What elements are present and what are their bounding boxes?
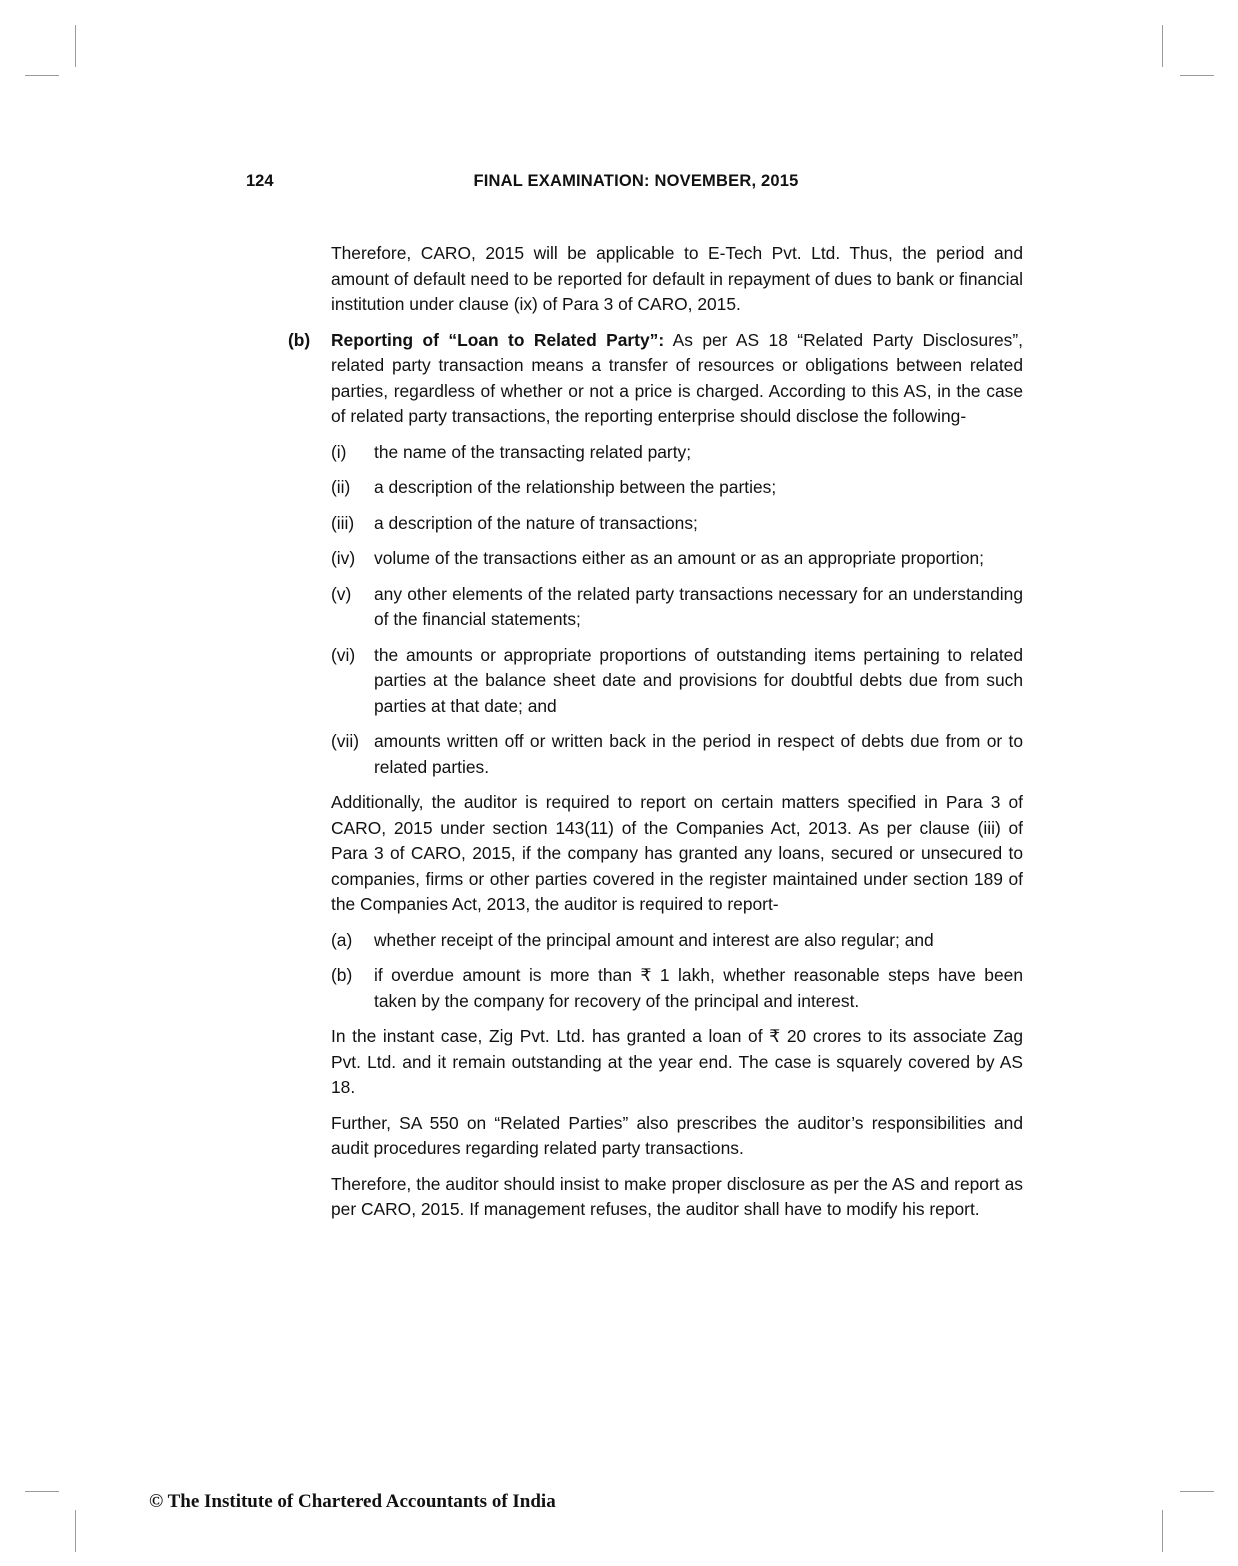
disclosure-item <box>331 643 1023 720</box>
crop-mark <box>25 1491 59 1492</box>
crop-mark <box>75 25 76 67</box>
disclosure-item <box>331 582 1023 633</box>
disclosure-item <box>331 511 1023 537</box>
section-label: (b) <box>288 329 311 350</box>
crop-mark <box>1180 1491 1214 1492</box>
page-title: FINAL EXAMINATION: NOVEMBER, 2015 <box>473 172 799 190</box>
report-label: (a) <box>331 929 353 950</box>
page-header <box>246 172 1026 194</box>
report-text: if overdue amount is more than ₹ 1 lakh, whether reasonable steps have been taken by the company for recovery of the principal and interest. <box>374 965 1023 1011</box>
section-heading: Reporting of “Loan to Related Party”: <box>331 329 665 350</box>
disclosure-label: (iv) <box>331 548 356 568</box>
disclosure-text: the name of the transacting related party; <box>374 441 692 462</box>
crop-mark <box>75 1510 76 1552</box>
disclosure-text: a description of the nature of transactions; <box>374 512 698 533</box>
disclosure-label: (iii) <box>331 512 355 533</box>
disclosure-text: any other elements of the related party transactions necessary for an understanding of the financial statements; <box>374 583 1023 629</box>
intro-paragraph: Therefore, CARO, 2015 will be applicable to E-Tech Pvt. Ltd. Thus, the period and amount of default need to be reported for default in repayment of dues to bank or financial institution under clause (ix) of Para 3 of CARO, 2015. <box>331 243 1023 314</box>
crop-mark <box>1162 1510 1163 1552</box>
disclosure-text: amounts written off or written back in the period in respect of debts due from or to related parties. <box>374 731 1023 777</box>
disclosure-text: the amounts or appropriate proportions of outstanding items pertaining to related parties at the balance sheet date and provisions for doubtful debts due from such parties at that date; and <box>374 644 1023 716</box>
report-item <box>331 928 1023 954</box>
crop-mark <box>1162 25 1163 67</box>
report-label: (b) <box>331 965 353 985</box>
disclosure-item <box>331 546 1023 572</box>
further-paragraph: Further, SA 550 on “Related Parties” also prescribes the auditor’s responsibilities and audit procedures regarding related party transactions. <box>331 1112 1023 1158</box>
disclosure-label: (v) <box>331 583 352 604</box>
disclosure-item <box>331 440 1023 466</box>
disclosure-label: (ii) <box>331 477 351 497</box>
disclosure-label: (vi) <box>331 644 356 665</box>
disclosure-label: (vii) <box>331 731 360 751</box>
crop-mark <box>1180 75 1214 76</box>
page-body <box>288 241 1023 1233</box>
disclosure-text: volume of the transactions either as an amount or as an appropriate proportion; <box>374 548 984 568</box>
disclosure-item <box>331 475 1023 501</box>
report-item <box>331 963 1023 1014</box>
additional-paragraph: Additionally, the auditor is required to report on certain matters specified in Para 3 of CARO, 2015 under section 143(11) of the Companies Act, 2013. As per clause (iii) of Para 3 of CARO, 2015, if the company has granted any loans, secured or unsecured to companies, firms or other parties covered in the register maintained under section 189 of the Companies Act, 2013, the auditor is required to report- <box>331 792 1023 914</box>
crop-mark <box>25 75 59 76</box>
copyright-footer: © The Institute of Chartered Accountants of India <box>149 1491 556 1512</box>
disclosure-text: a description of the relationship between the parties; <box>374 477 777 497</box>
section-text: As per AS 18 “Related Party Disclosures”, related party transaction means a transfer of resources or obligations between related parties, regardless of whether or not a price is charged. According to this AS, in the case of related party transactions, the reporting enterprise should disclose the following- <box>331 329 1023 426</box>
page-number: 124 <box>246 172 274 190</box>
conclusion-paragraph: Therefore, the auditor should insist to make proper disclosure as per the AS and report as per CARO, 2015. If management refuses, the auditor shall have to modify his report. <box>331 1173 1023 1219</box>
section-b <box>288 328 1023 430</box>
disclosure-item <box>331 729 1023 780</box>
disclosure-label: (i) <box>331 441 347 462</box>
instant-case-paragraph: In the instant case, Zig Pvt. Ltd. has granted a loan of ₹ 20 crores to its associate Zag Pvt. Ltd. and it remain outstanding at the year end. The case is squarely covered by AS 18. <box>331 1026 1023 1097</box>
report-text: whether receipt of the principal amount and interest are also regular; and <box>374 929 934 950</box>
